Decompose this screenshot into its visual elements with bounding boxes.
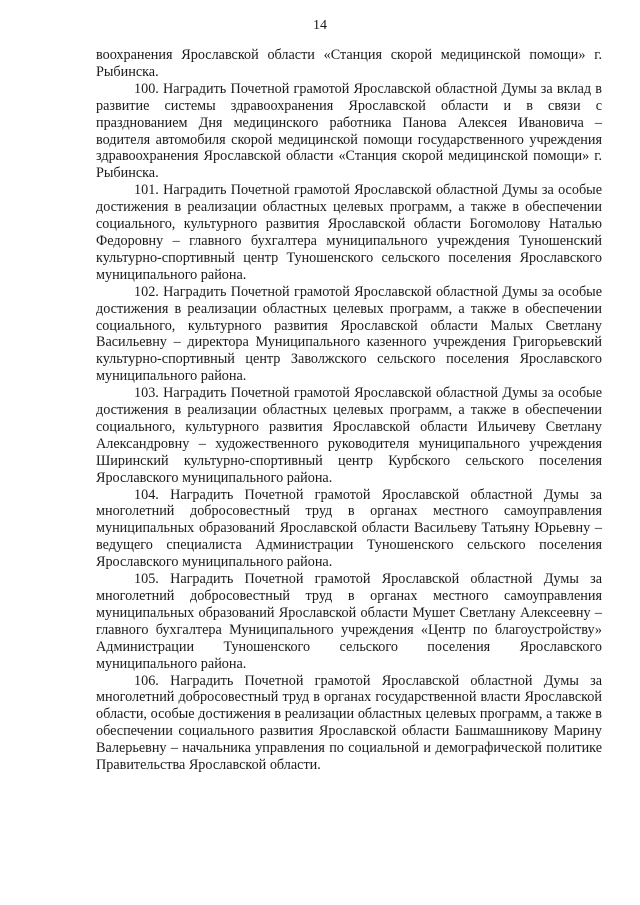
paragraph-item-106: 106. Наградить Почетной грамотой Ярославской областной Думы за многолетний добросовестный труд в органах государственной власти Ярославской области, особые достижения в реализации областных целевых программ, а также в обеспечении социального развития Ярославской области Башмашникову Марину Валерьевну – начальника управления по социальной и демографической политике Правительства Ярославской области.: [96, 672, 602, 774]
document-body: [96, 47, 602, 774]
paragraph-item-101: 101. Наградить Почетной грамотой Ярославской областной Думы за особые достижения в реализации областных целевых программ, а также в обеспечении социального, культурного развития Ярославской области Богомолову Наталью Федоровну – главного бухгалтера муниципального учреждения Туношенский культурно-спортивный центр Туношенского сельского поселения Ярославского муниципального района.: [96, 182, 602, 283]
paragraph-item-102: 102. Наградить Почетной грамотой Ярославской областной Думы за особые достижения в реализации областных целевых программ, а также в обеспечении социального, культурного развития Ярославской области Малых Светлану Васильевну – директора Муниципального казенного учреждения Григорьевский культурно-спортивный центр Заволжского сельского поселения Ярославского муниципального района.: [96, 283, 602, 385]
page-number: 14: [313, 18, 327, 33]
paragraph-item-100: 100. Наградить Почетной грамотой Ярославской областной Думы за вклад в развитие системы здравоохранения Ярославской области и в связи с празднованием Дня медицинского работника Панова Алексея Ивановича – водителя автомобиля скорой медицинской помощи государственного учреждения здравоохранения Ярославской области «Станция скорой медицинской помощи» г. Рыбинска.: [96, 80, 602, 182]
paragraph-continuation: воохранения Ярославской области «Станция скорой медицинской помощи» г. Рыбинска.: [96, 47, 602, 80]
paragraph-item-104: 104. Наградить Почетной грамотой Ярославской областной Думы за многолетний добросовестный труд в органах местного самоуправления муниципальных образований Ярославской области Васильеву Татьяну Юрьевну – ведущего специалиста Администрации Туношенского сельского поселения Ярославского муниципального района.: [96, 486, 602, 571]
paragraph-item-105: 105. Наградить Почетной грамотой Ярославской областной Думы за многолетний добросовестный труд в органах местного самоуправления муниципальных образований Ярославской области Мушет Светлану Алексеевну – главного бухгалтера Муниципального учреждения «Центр по благоустройству» Администрации Туношенского сельского поселения Ярославского муниципального района.: [96, 571, 602, 672]
paragraph-item-103: 103. Наградить Почетной грамотой Ярославской областной Думы за особые достижения в реализации областных целевых программ, а также в обеспечении социального, культурного развития Ярославской области Ильичеву Светлану Александровну – художественного руководителя муниципального учреждения Ширинский культурно-спортивный центр Курбского сельского поселения Ярославского муниципального района.: [96, 385, 602, 486]
